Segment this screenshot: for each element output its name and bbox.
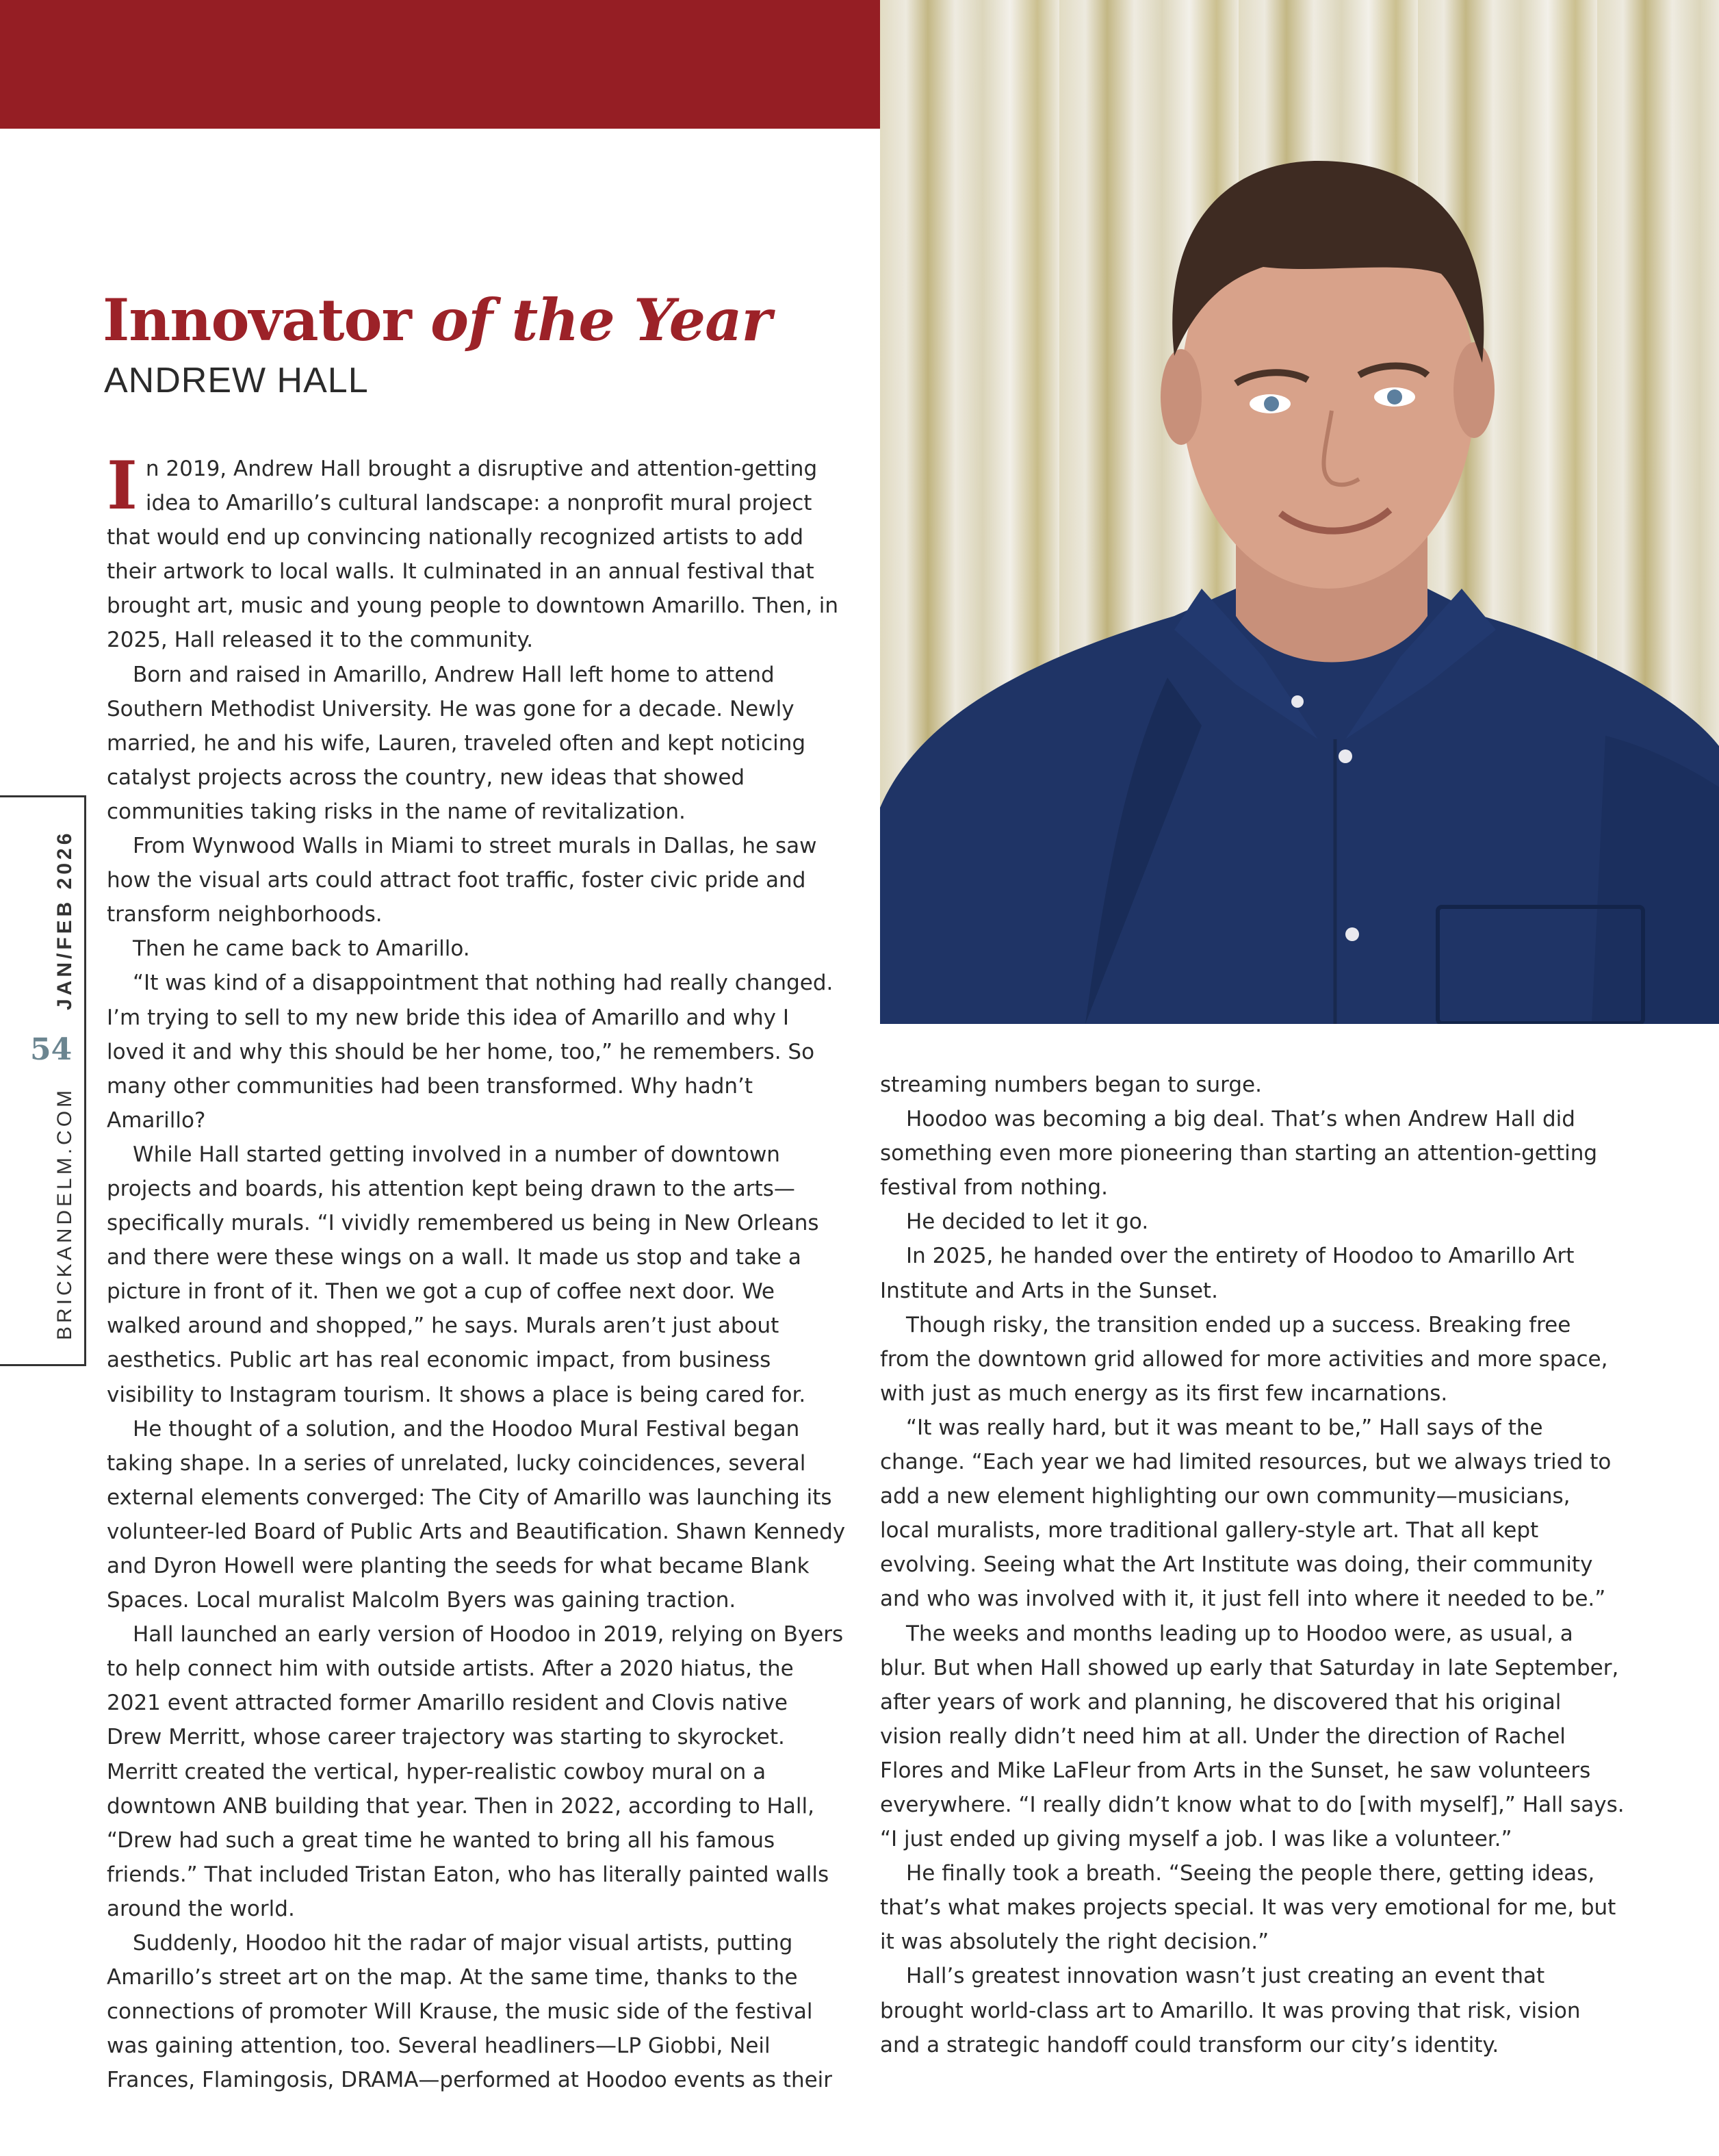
headline-main: Innovator [103,286,411,354]
article-paragraph: Then he came back to Amarillo. [133,936,470,962]
portrait-photo [880,0,1719,1024]
article-paragraph: Hall launched an early version of Hoodoo in 2019, relying on Byers to help connect him with outside artists. After a 2020 hiatus, the 2021 event attracted former Amarillo resident and Clovis native Drew Merritt, whose career trajectory was starting to skyrocket. Merritt created the vertical, hyper-realistic cowboy mural on a downtown ANB building that year. Then in 2022, according to Hall, “Drew had such a great time he wanted to bring all his famous friends.” That included Tristan Eaton, who has literally painted walls around the world. [107,1622,844,1921]
article-headline [103,286,771,355]
article-paragraph: Born and raised in Amarillo, Andrew Hall left home to attend Southern Methodist University. He was gone for a decade. Newly married, he and his wife, Lauren, traveled often and kept noticing catalyst projects across the country, new ideas that showed communities taking risks in the name of revitalization. [107,662,806,824]
article-paragraph: “It was really hard, but it was meant to be,” Hall says of the change. “Each year we had limited resources, but we always tried to add a new element highlighting our own community—musicians, local muralists, more traditional gallery-style art. That all kept evolving. Seeing what the Art Institute was doing, their community and who was involved with it, it just fell into where it needed to be.” [880,1415,1612,1612]
article-paragraph: From Wynwood Walls in Miami to street murals in Dallas, he saw how the visual arts could attract foot traffic, foster civic pride and transform neighborhoods. [107,834,817,927]
honoree-name: ANDREW HALL [104,361,369,400]
article-paragraph: He decided to let it go. [906,1209,1149,1235]
article-paragraph: He finally took a breath. “Seeing the people there, getting ideas, that’s what makes projects special. It was very emotional for me, but it was absolutely the right decision.” [880,1861,1616,1955]
article-paragraph: In 2019, Andrew Hall brought a disruptive and attention-getting idea to Amarillo’s cultural landscape: a nonprofit mural project that would end up convincing nationally recognized artists to add their artwork to local walls. It culminated in an annual festival that brought art, music and young people to downtown Amarillo. Then, in 2025, Hall released it to the community. [107,447,839,653]
article-column-2 [880,1068,1626,2062]
article-paragraph: Suddenly, Hoodoo hit the radar of major visual artists, putting Amarillo’s street art on the map. At the same time, thanks to the connections of promoter Will Krause, the music side of the festival was gaining attention, too. Several headliners—LP Giobbi, Neil Frances, Flamingosis, DRAMA—performed at Hoodoo events as their [107,1931,833,2093]
page-number: 54 [30,1032,73,1067]
headline-accent: of the Year [430,286,771,354]
article-paragraph: Though risky, the transition ended up a success. Breaking free from the downtown grid allowed for more activities and more space, with just as much energy as its first few incarnations. [880,1312,1608,1406]
article-paragraph: While Hall started getting involved in a number of downtown projects and boards, his attention kept being drawn to the arts—specifically murals. “I vividly remembered us being in New Orleans and there were these wings on a wall. It made us stop and take a picture in front of it. Then we got a cup of coffee next door. We walked around and shopped,” he says. Murals aren’t just about aesthetics. Public art has real economic impact, from business visibility to Instagram tourism. It shows a place is being cared for. [107,1142,819,1407]
article-paragraph: He thought of a solution, and the Hoodoo Mural Festival began taking shape. In a series of unrelated, lucky coincidences, several external elements converged: The City of Amarillo was launching its volunteer-led Board of Public Arts and Beautification. Shawn Kennedy and Dyron Howell were planting the seeds for what became Blank Spaces. Local muralist Malcolm Byers was gaining traction. [107,1416,846,1613]
article-paragraph: “It was kind of a disappointment that nothing had really changed. I’m trying to sell to my new bride this idea of Amarillo and why I loved it and why this should be her home, too,” he remembers. So many other communities had been transformed. Why hadn’t Amarillo? [107,971,833,1133]
header-color-bar [0,0,880,129]
drop-cap: I [107,447,138,524]
site-url: BRICKANDELM.COM [53,1086,76,1340]
article-paragraph: streaming numbers began to surge. [880,1073,1262,1097]
article-paragraph: Hall’s greatest innovation wasn’t just creating an event that brought world-class art to Amarillo. It was proving that risk, vision and a strategic handoff could transform our city’s identity. [880,1964,1581,2057]
article-paragraph: In 2025, he handed over the entirety of Hoodoo to Amarillo Art Institute and Arts in the Sunset. [880,1244,1575,1303]
article-paragraph: Hoodoo was becoming a big deal. That’s when Andrew Hall did something even more pioneering than starting an attention-getting festival from nothing. [880,1107,1598,1201]
article-column-1 [107,447,846,2098]
article-paragraph: The weeks and months leading up to Hoodoo were, as usual, a blur. But when Hall showed up early that Saturday in late September, after years of work and planning, he discovered that his original vision really didn’t need him at all. Under the direction of Rachel Flores and Mike LaFleur from Arts in the Sunset, he saw volunteers everywhere. “I really didn’t know what to do [with myself],” Hall says. “I just ended up giving myself a job. I was like a volunteer.” [880,1621,1625,1852]
issue-date: JAN/FEB 2026 [53,830,76,1010]
portrait-illustration [880,0,1719,1024]
